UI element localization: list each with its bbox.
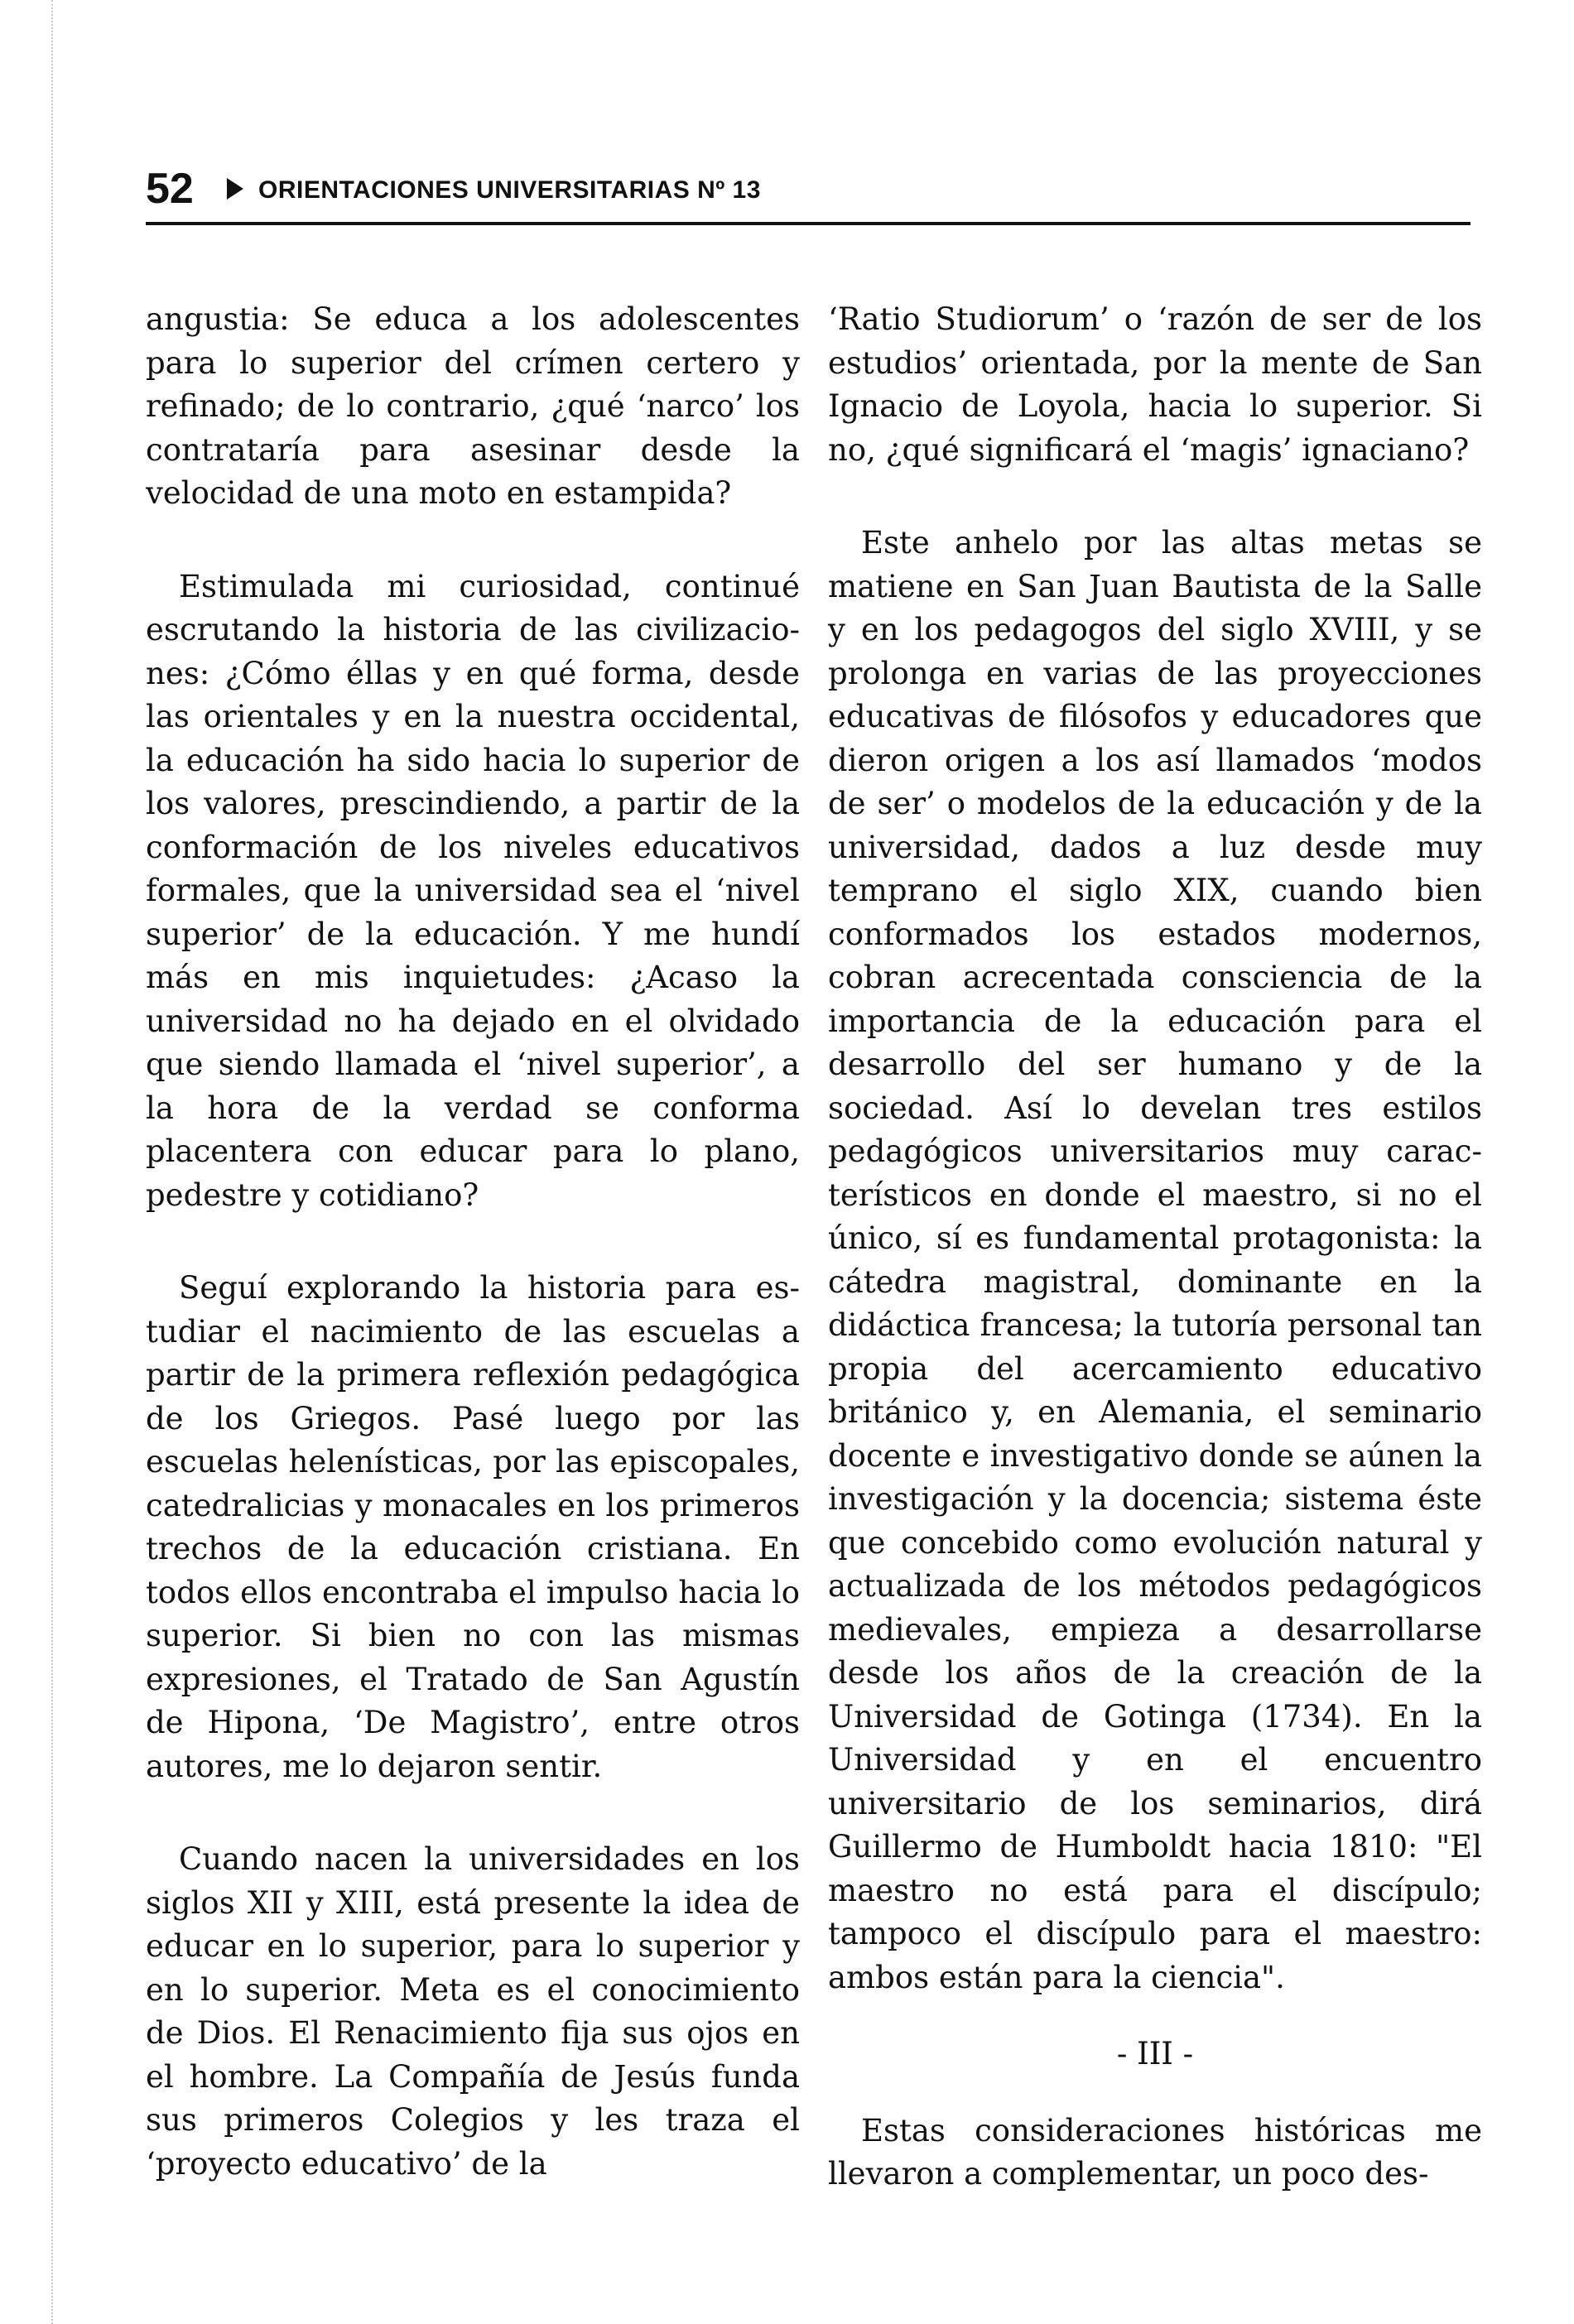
- paragraph: Este anhelo por las altas metas se matiene en San Juan Bautista de la Salle y en los pedagogos del siglo XVIII, y se prolonga en varias de las proyecciones educativas de filósofos y educadores que dieron origen a los así llamados ‘modos de ser’ o modelos de la educación y de la universidad, dados a luz desde muy temprano el siglo XIX, cuando bien conformados los estados modernos, cobran acrecentada consciencia de la importancia de la educación para el desarrollo del ser humano y de la sociedad. Así lo develan tres estilos pedagógicos universitarios muy característicos en donde el maestro, si no el único, sí es fundamental protagonista: la cátedra magistral, dominante en la didáctica francesa; la tutoría personal tan propia del acercamiento educativo británico y, en Alemania, el seminario docente e investigativo donde se aúnen la investigación y la docencia; sistema éste que concebido como evolución natural y actualizada de los métodos pedagógicos medievales, empieza a desarrollarse desde los años de la creación de la Universidad de Gotinga (1734). En la Universidad y en el encuentro universitario de los seminarios, dirá Guillermo de Humboldt hacia 1810: "El maestro no está para el discípulo; tampoco el discípulo para el maestro: ambos están para la ciencia".: [828, 525, 1482, 1995]
- left-column: [146, 298, 800, 2186]
- paragraph: ‘Ratio Studiorum’ o ‘razón de ser de los estudios’ orientada, por la mente de San Ignacio de Loyola, hacia lo superior. Si no, ¿qué significará el ‘magis’ ignaciano?: [828, 301, 1482, 468]
- journal-title: ORIENTACIONES UNIVERSITARIAS Nº 13: [258, 176, 761, 204]
- paragraph: Estas consideraciones históricas me llevaron a complementar, un poco des-: [828, 2112, 1482, 2192]
- paragraph: Cuando nacen la universidades en los siglos XII y XIII, está presente la idea de educar en lo superior, para lo superior y en lo superior. Meta es el conocimiento de Dios. El Renacimiento fija sus ojos en el hombre. La Compañía de Jesús funda sus primeros Colegios y les traza el ‘proyecto educativo’ de la: [146, 1841, 800, 2182]
- page-edge-line: [51, 0, 53, 2324]
- triangle-right-icon: [227, 178, 243, 200]
- section-heading: - III -: [1116, 2036, 1194, 2071]
- header-rule: [146, 222, 1471, 225]
- paragraph: angustia: Se educa a los adolescentes para lo superior del crímen certero y refinado; de lo contrario, ¿qué ‘narco’ los contrataría para asesinar desde la velocidad de una moto en estampida?: [146, 301, 800, 511]
- right-column: [828, 298, 1482, 2196]
- paragraph: Estimulada mi curiosidad, continué escrutando la historia de las civilizaciones: ¿Cómo éllas y en qué forma, desde las orientales y en la nuestra occidental, la educación ha sido hacia lo superior de los valores, prescindiendo, a partir de la conformación de los niveles educativos formales, que la universidad sea el ‘nivel superior’ de la educación. Y me hundí más en mis inquietudes: ¿Acaso la universidad no ha dejado en el olvidado que siendo llamada el ‘nivel superior’, a la hora de la verdad se conforma placentera con educar para lo plano, pedestre y cotidiano?: [146, 568, 800, 1213]
- running-header: [146, 164, 1471, 222]
- paragraph: Seguí explorando la historia para estudiar el nacimiento de las escuelas a partir de la primera reflexión pedagógica de los Griegos. Pasé luego por las escuelas helenísticas, por las episcopales, catedralicias y monacales en los primeros trechos de la educación cristiana. En todos ellos encontraba el impulso hacia lo superior. Si bien no con las mismas expresiones, el Tratado de San Agustín de Hipona, ‘De Magistro’, entre otros autores, me lo dejaron sentir.: [146, 1270, 800, 1784]
- page-number: 52: [146, 165, 194, 213]
